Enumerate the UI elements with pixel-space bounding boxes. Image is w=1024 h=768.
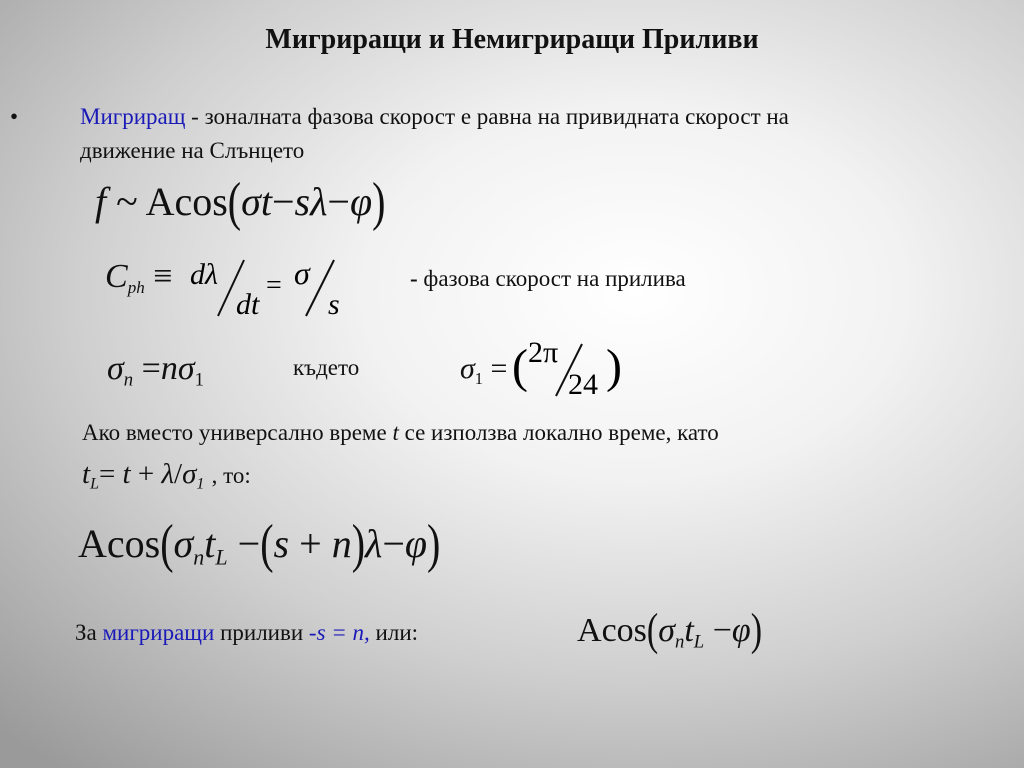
slide-title: Мигриращи и Немигриращи Приливи (265, 24, 759, 55)
migrating-word: мигриращи (102, 620, 215, 645)
svg-text:σ: σ (294, 255, 310, 291)
note-dash: - (410, 266, 418, 291)
svg-text:dt: dt (236, 288, 260, 320)
svg-text:24: 24 (568, 368, 598, 401)
svg-text:dλ: dλ (190, 258, 218, 291)
svg-text:): ) (606, 340, 622, 393)
migrating-condition: -s = n, (308, 620, 370, 645)
local-time-before: Ако вместо универсално време (82, 420, 393, 445)
migrating-prefix: За (75, 620, 103, 645)
local-time-after: се използва локално време, като (398, 420, 719, 445)
sigma1-fraction (512, 330, 622, 402)
local-time-sentence (82, 420, 719, 446)
equation-migrating-form: $Acos(\sigma_nt_L -\varphi)$ (577, 605, 763, 656)
migrating-sentence (75, 620, 418, 646)
bullet-symbol: • (10, 104, 19, 129)
bullet-definition: - зоналната фазова скорост е равна на привидната скорост на (185, 104, 789, 129)
where-word: където (293, 355, 360, 380)
bullet-line-1 (80, 104, 789, 130)
variable-t: t (392, 420, 399, 445)
svg-text:=: = (266, 270, 282, 301)
phase-speed-note (410, 266, 686, 292)
migrating-term: Мигриращ (80, 104, 186, 129)
phase-speed-fractions (188, 252, 358, 320)
equation-local-time: $t_L= t + \lambda/\sigma_1$ , то: (82, 458, 251, 493)
equation-harmonic-frequency: $\sigma_n =n\sigma_1$ (107, 350, 204, 391)
equation-phase-speed: $C_{ph}$ ≡ (105, 258, 173, 297)
to-word: , то: (211, 463, 251, 488)
equation-local-tide-form: $Acos(\sigma_nt_L -(s + n)\lambda-\varphi)$ (78, 513, 441, 574)
migrating-suffix: или: (369, 620, 419, 645)
svg-text:s: s (328, 288, 340, 320)
bullet-line-2: движение на Слънцето (80, 138, 305, 163)
svg-text:2π: 2π (528, 336, 559, 369)
note-text: фазова скорост на прилива (417, 266, 686, 291)
equation-sigma1-label: $\sigma_1$ = (460, 352, 508, 388)
svg-text:(: ( (512, 340, 528, 393)
equation-tide-form: f ~ Acos(σt−sλ−φ) (95, 171, 386, 232)
migrating-middle: приливи (214, 620, 309, 645)
